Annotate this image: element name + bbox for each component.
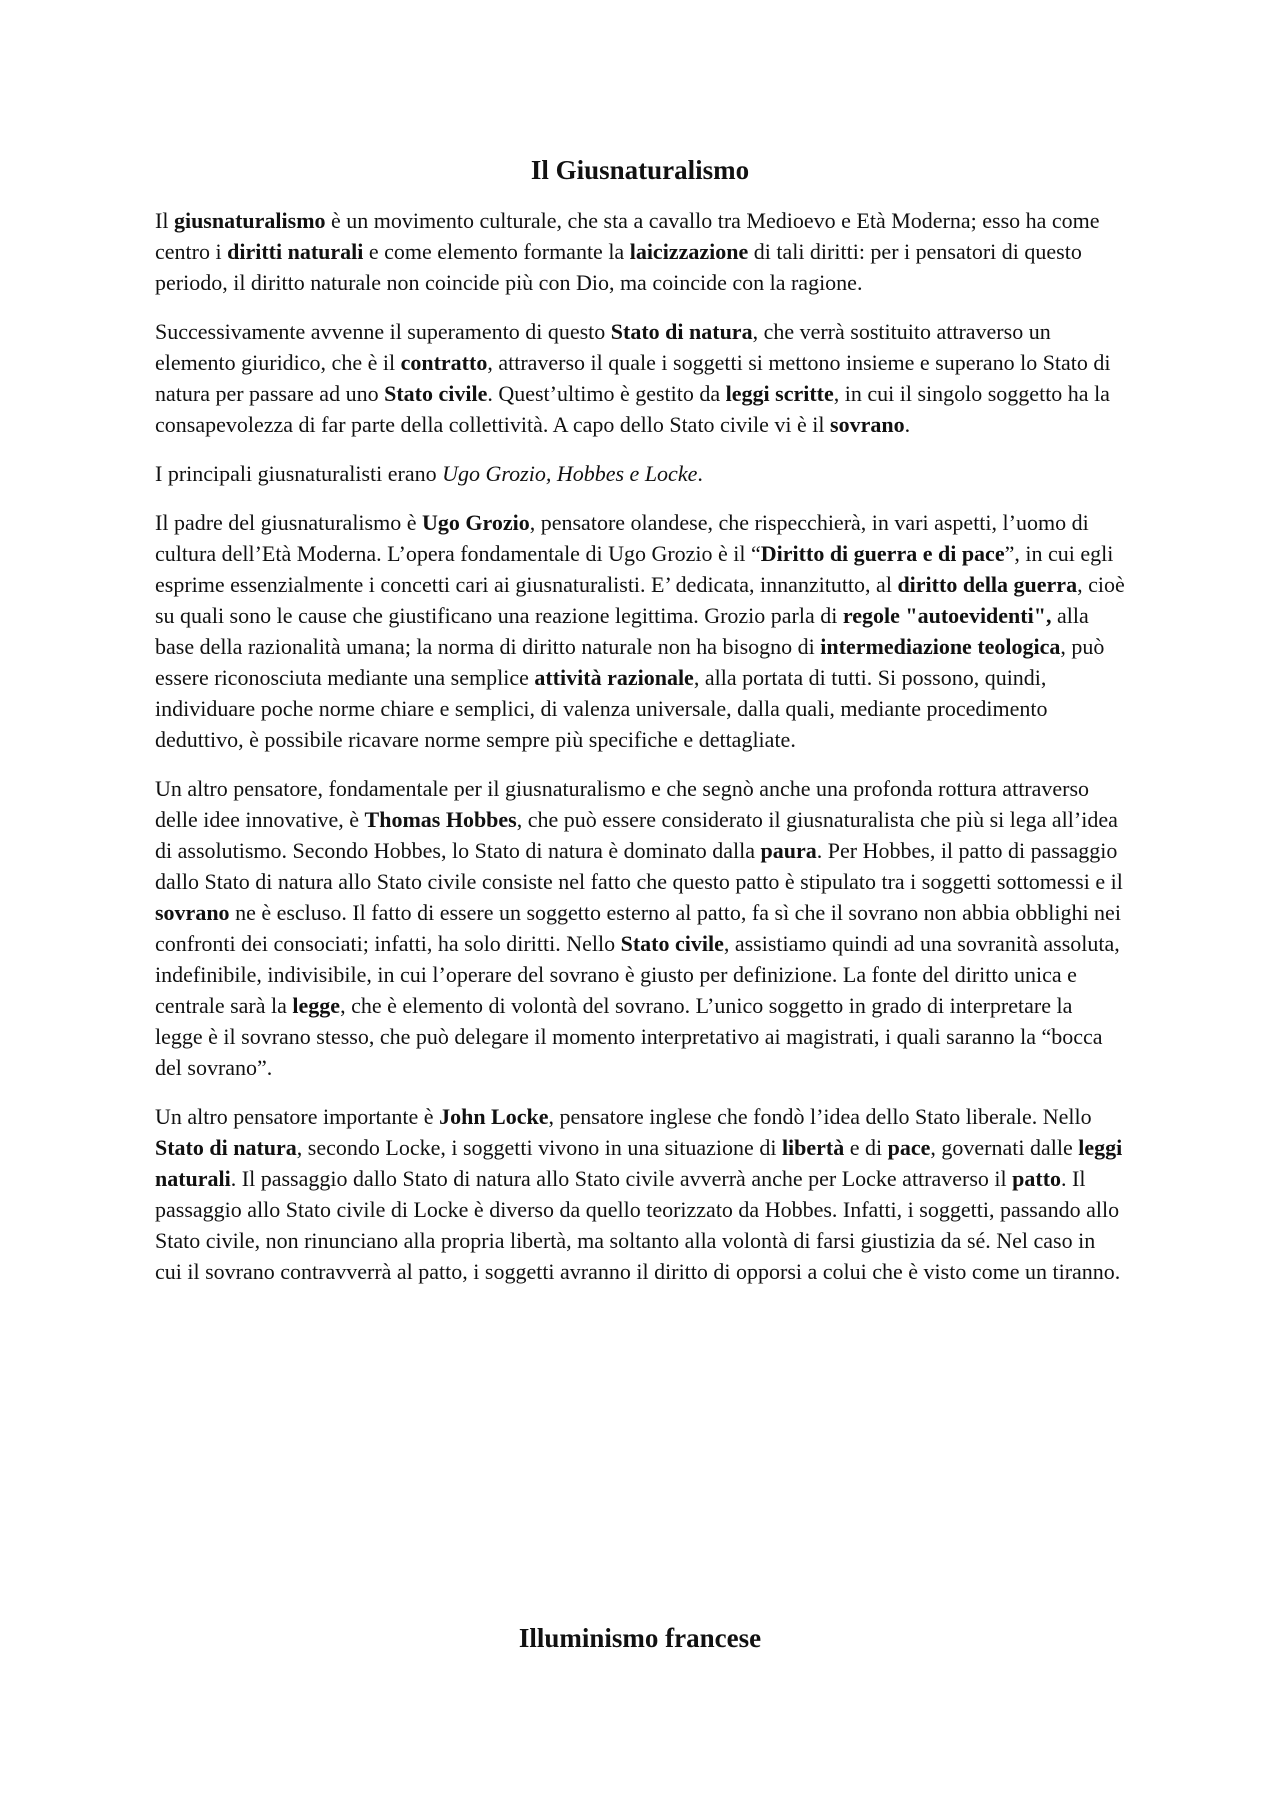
text-run: , pensatore olandese, che rispecchierà, in vari aspetti, l’uomo di cultura dell’Età Moderna. L’opera fondamentale di Ugo Grozio è il “ [155,510,1089,566]
bold-term: John Locke [439,1104,549,1129]
bold-term: giusnaturalismo [173,208,326,233]
bold-term: leggi naturali [155,1135,1123,1191]
text-run: . [697,461,703,486]
bold-term: regole "autoevidenti", [842,603,1052,628]
text-run: e di [844,1135,888,1160]
bold-term: diritti naturali [227,239,364,264]
text-run: , alla portata di tutti. Si possono, quindi, individuare poche norme chiare e semplici, di valenza universale, dalla quali, mediante procedimento deduttivo, è possibile ricavare norme sempre più specifiche e dettagliate. [155,665,1048,752]
text-run: , pensatore inglese che fondò l’idea dello Stato liberale. Nello [548,1104,1092,1129]
bold-term: libertà [781,1135,845,1160]
text-run: Un altro pensatore importante è [155,1104,440,1129]
text-run: . Quest’ultimo è gestito da [487,381,726,406]
bold-term: sovrano [830,412,905,437]
bold-term: Ugo Grozio [421,510,530,535]
text-run: Il [155,208,174,233]
text-run: , che può essere considerato il giusnaturalista che più si lega all’idea di assolutismo. Secondo Hobbes, lo Stato di natura è dominato dalla [155,807,1118,863]
text-run: è un movimento culturale, che sta a cavallo tra Medioevo e Età Moderna; esso ha come centro i [155,208,1100,264]
paragraph [155,205,1125,298]
text-run: . Il passaggio dallo Stato di natura allo Stato civile avverrà anche per Locke attraverso il [230,1166,1013,1191]
text-run: Un altro pensatore, fondamentale per il giusnaturalismo e che segnò anche una profonda rottura attraverso delle idee innovative, è [155,776,1090,832]
text-run: , che verrà sostituito attraverso un elemento giuridico, che è il [155,319,1051,375]
paragraph [155,316,1125,440]
paragraph [155,1101,1125,1287]
text-run: , in cui il singolo soggetto ha la consapevolezza di far parte della collettività. A capo dello Stato civile vi è il [155,381,1110,437]
text-run: ne è escluso. Il fatto di essere un soggetto esterno al patto, fa sì che il sovrano non abbia obblighi nei confronti dei consociati; infatti, ha solo diritti. Nello [155,900,1121,956]
text-run: . Il passaggio allo Stato civile di Locke è diverso da quello teorizzato da Hobbes. Infatti, i soggetti, passando allo Stato civile, non rinunciano alla propria libertà, ma soltanto alla volontà di farsi giustizia da sé. Nel caso in cui il sovrano contravverrà al patto, i soggetti avranno il diritto di opporsi a colui che è visto come un tiranno. [155,1166,1121,1284]
paragraph [155,773,1125,1083]
text-run: . Per Hobbes, il patto di passaggio dallo Stato di natura allo Stato civile consiste nel fatto che questo patto è stipulato tra i soggetti sottomessi e il [155,838,1123,894]
text-run: di tali diritti: per i pensatori di questo periodo, il diritto naturale non coincide più con Dio, ma coincide con la ragione. [155,239,1082,295]
text-run: Il padre del giusnaturalismo è [155,510,422,535]
document-body [155,205,1125,1305]
bold-term: Stato di natura [610,319,753,344]
bold-term: Stato di natura [155,1135,297,1160]
page-title: Il Giusnaturalismo [530,155,750,185]
section-heading: Illuminismo francese [518,1623,762,1653]
text-run: , cioè su quali sono le cause che giustificano una reazione legittima. Grozio parla di [155,572,1125,628]
bold-term: contratto [400,350,488,375]
text-run: , secondo Locke, i soggetti vivono in una situazione di [296,1135,782,1160]
bold-term: attività razionale [534,665,694,690]
bold-term: pace [887,1135,931,1160]
text-run: alla base della razionalità umana; la norma di diritto naturale non ha bisogno di [155,603,1089,659]
text-run: , governati dalle [930,1135,1079,1160]
text-run: ”, in cui egli esprime essenzialmente i concetti cari ai giusnaturalisti. E’ dedicata, innanzitutto, al [155,541,1114,597]
text-run: I principali giusnaturalisti erano [155,461,443,486]
italic-text: Ugo Grozio, Hobbes e Locke [442,461,698,486]
bold-term: paura [760,838,817,863]
text-run: , assistiamo quindi ad una sovranità assoluta, indefinibile, indivisibile, in cui l’operare del sovrano è giusto per definizione. La fonte del diritto unica e centrale sarà la [155,931,1120,1018]
paragraph [155,507,1125,755]
bold-term: legge [292,993,341,1018]
bold-term: Stato civile [620,931,724,956]
paragraph [155,458,1125,489]
text-run: , attraverso il quale i soggetti si mettono insieme e superano lo Stato di natura per passare ad uno [155,350,1111,406]
bold-term: patto [1012,1166,1062,1191]
bold-term: sovrano [155,900,230,925]
text-run: , può essere riconosciuta mediante una semplice [155,634,1105,690]
bold-term: leggi scritte [725,381,834,406]
text-run: e come elemento formante la [363,239,630,264]
text-run: . [904,412,911,437]
text-run: Successivamente avvenne il superamento di questo [155,319,611,344]
bold-term: Diritto di guerra e di pace [760,541,1005,566]
bold-term: Stato civile [384,381,488,406]
bold-term: Thomas Hobbes [364,807,517,832]
bold-term: diritto della guerra [897,572,1078,597]
text-run: , che è elemento di volontà del sovrano. L’unico soggetto in grado di interpretare la legge è il sovrano stesso, che può delegare il momento interpretativo ai magistrati, i quali saranno la “bocca del sovrano”. [155,993,1103,1080]
bold-term: laicizzazione [629,239,749,264]
bold-term: intermediazione teologica [820,634,1061,659]
